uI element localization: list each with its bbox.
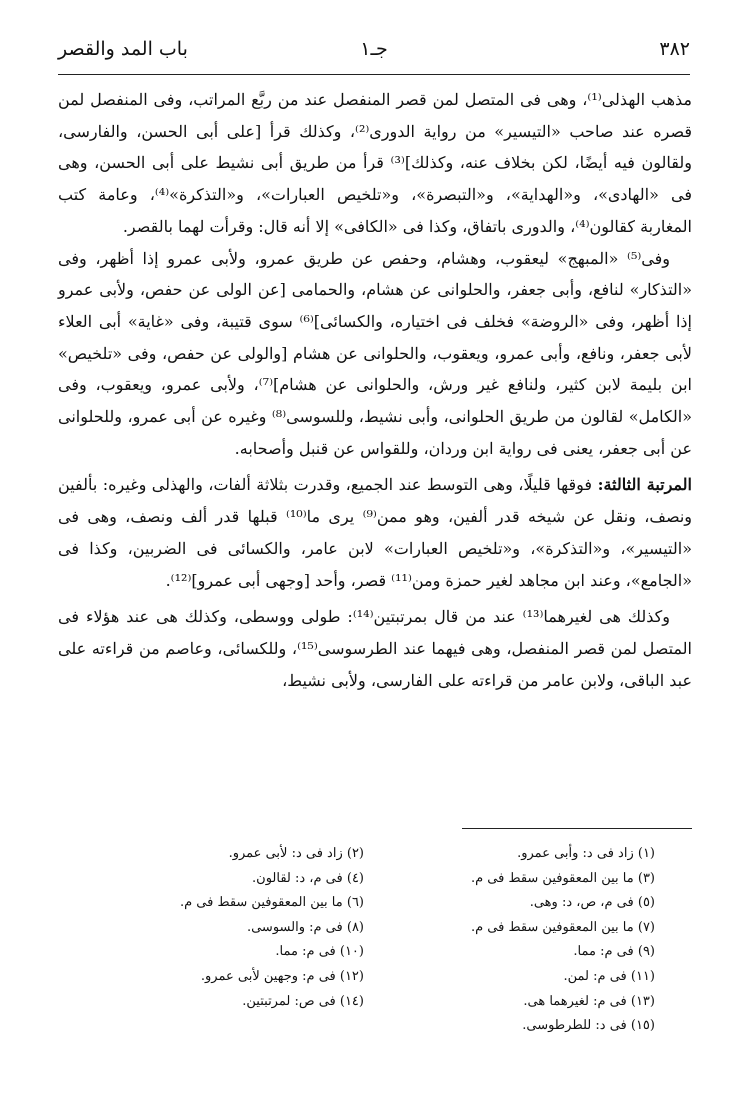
paragraph [58,84,692,243]
footnote: (١٣) فى م: لغيرهما هى. [523,993,655,1009]
footnote: (١٢) فى م: وجهين لأبى عمرو. [200,968,364,984]
volume-label: جـ١ [360,38,388,60]
footnote: (١٤) فى ص: لمرتبتين. [242,993,364,1009]
header-rule [58,74,690,75]
paragraph-text: مذهب الهذلى⁽¹⁾، وهى فى المتصل لمن قصر المنفصل عند من ربَّع المراتب، وفى المنفصل لمن قصره عند صاحب «التيسير» من رواية الدورى⁽²⁾، وكذلك قرأ [على أبى الحسن، والفارسى، ولقالون فيه أيضًا، لكن بخلاف عنه، وكذلك]⁽³⁾ قرأ من طريق أبى نشيط على أبى الحسن، وهى فى «الهادى»، و«الهداية»، و«التبصرة»، و«تلخيص العبارات»، و«التذكرة»⁽⁴⁾، وعامة كتب المغاربة كقالون⁽⁴⁾، والدورى باتفاق، وكذا فى «الكافى» إلا أنه قال: وقرأت لهما بالقصر. [58,90,693,236]
running-header [58,38,690,78]
footnote: (١٥) فى د: للطرطوسى. [522,1018,655,1034]
page-number: ٣٨٢ [659,38,690,60]
paragraph [58,243,692,465]
paragraph [58,469,692,596]
paragraph-text: وكذلك هى لغيرهما⁽¹³⁾ عند من قال بمرتبتين⁽¹⁴⁾: طولى ووسطى، وكذلك هى عند هؤلاء فى المتصل لمن قصر المنفصل، وهى فيهما عند الطرسوسى⁽¹⁵⁾، وللكسائى، وعاصم من قراءته على عبد الباقى، ولابن عامر من قراءته على الفارسى، ولأبى نشيط، [58,607,692,690]
footnotes-left-column [44,842,364,1014]
paragraph [58,601,692,696]
section-heading: المرتبة الثالثة: [597,475,692,495]
paragraph-text: وفى⁽⁵⁾ «المبهج» ليعقوب، وهشام، وحفص عن طريق عمرو، ولأبى عمرو إذا أظهر، وفى «التذكار» لنافع، وأبى جعفر، والحلوانى عن هشام، والحمامى [عن الولى عن حفص، ولأبى عمرو إذا أظهر، وفى «الروضة» فخلف فى اختياره، والكسائى]⁽⁶⁾ سوى قتيبة، وفى «غاية» أبى العلاء لأبى جعفر، ونافع، وأبى عمرو، ويعقوب، والحلوانى عن هشام [والولى عن حفص، وفى «تلخيص» ابن بليمة لابن كثير، ولنافع غير ورش، والحلوانى عن هشام]⁽⁷⁾، ولأبى عمرو، ويعقوب، وفى «الكامل» لقالون من طريق الحلوانى، وأبى نشيط، وللسوسى⁽⁸⁾ وغيره عن أبى عمرو، وللحلوانى عن أبى جعفر، يعنى فى رواية ابن وردان، وللقواس عن قنبل وأصحابه. [58,248,693,458]
footnote: (٨) فى م: والسوسى. [246,919,364,935]
main-text [58,84,692,696]
footnotes-right-column [335,842,655,1039]
footnote: (٦) ما بين المعقوفين سقط فى م. [179,895,364,911]
footnote: (٤) فى م، د: لقالون. [252,870,364,886]
footnote: (٥) فى م، ص، د: وهى. [529,895,655,911]
footnote-rule [462,828,692,829]
footnote: (١٠) فى م: مما. [275,944,364,960]
footnote: (٧) ما بين المعقوفين سقط فى م. [470,919,655,935]
footnote: (١) زاد فى د: وأبى عمرو. [517,846,655,861]
chapter-title: باب المد والقصر [58,38,188,60]
footnote: (٣) ما بين المعقوفين سقط فى م. [470,870,655,886]
footnote: (٢) زاد فى د: لأبى عمرو. [228,846,364,861]
footnote: (٩) فى م: مما. [573,944,655,960]
paragraph-text: فوقها قليلًا، وهى التوسط عند الجميع، وقدرت بثلاثة ألفات، والهذلى وغيره: بألفين ونصف، ونقل عن شيخه قدر ألفين، وهو ممن⁽⁹⁾ يرى ما⁽¹⁰⁾ قبلها قدر ألف ونصف، وهى فى «التيسير»، و«التذكرة»، و«تلخيص العبارات» لابن عامر، والكسائى فى الضربين، وكذا فى «الجامع»، وعند ابن مجاهد لغير حمزة ومن⁽¹¹⁾ قصر، وأحد [وجهى أبى عمرو]⁽¹²⁾. [58,475,693,590]
footnote: (١١) فى م: لمن. [563,968,655,984]
